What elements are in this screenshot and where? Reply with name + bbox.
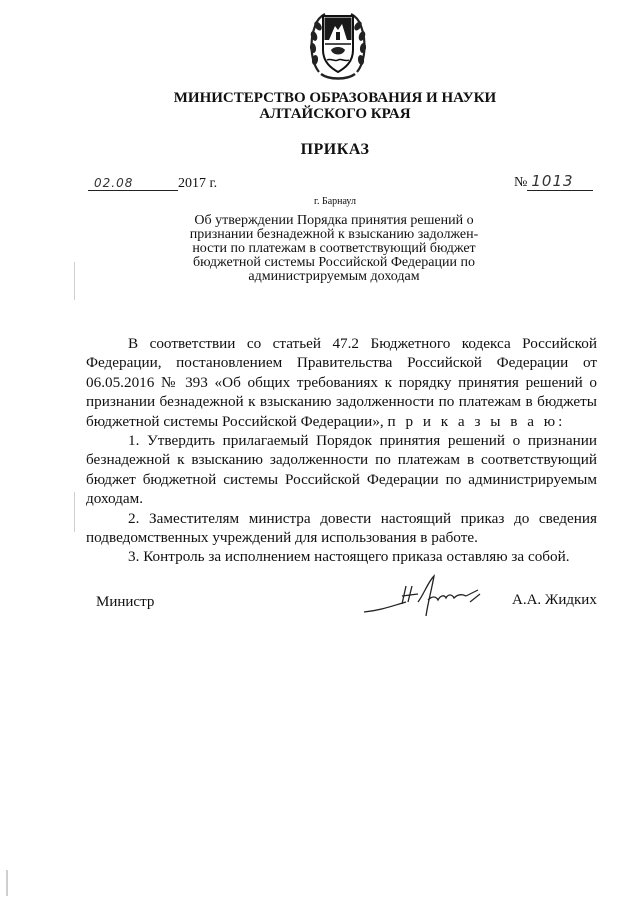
scan-margin-mark [74,492,75,532]
number-prefix: № [514,175,528,190]
date-year: 2017 г. [178,176,218,191]
order-colon: : [558,412,563,430]
order-word: п р и к а з ы в а ю [387,412,559,430]
preamble-text: В соответствии со статьей 47.2 Бюджетного кодекса Российской Федерации, постановлением Правительства Российской Федерации от 06.05.2016 № 393 «Об общих требованиях к порядку принятия решений о признании безнадежной к взысканию задолженности по платежам в бюджеты бюджетной системы Российской Федерации», [86,335,597,430]
order-body [86,334,597,567]
handwritten-number: 1013 [527,172,593,191]
order-item-1: 1. Утвердить прилагаемый Порядок принятия решений о признании безнадежной к взысканию задолженности по платежам в соответствующий бюджет бюджетной системы Российской Федерации по администрируемым доходам. [86,432,597,508]
preamble-paragraph [86,334,597,431]
city-name: г. Барнаул [314,196,356,207]
subject-line: ности по платежам в соответствующий бюджет [192,241,476,256]
subject-line: бюджетной системы Российской Федерации по [193,255,475,270]
order-number [514,172,593,191]
scan-margin-mark [6,870,8,896]
signer-name: А.А. Жидких [512,592,597,608]
scan-margin-mark [74,262,75,300]
order-date [88,176,217,192]
signer-title: Министр [96,594,155,610]
subject-line: признании безнадежной к взысканию задолжен- [189,227,479,242]
order-item-2: 2. Заместителям министра довести настоящий приказ до сведения подведомственных учреждений для использования в работе. [86,509,597,547]
order-item-3: 3. Контроль за исполнением настоящего приказа оставляю за собой. [128,548,570,566]
subject-line: Об утверждении Порядка принятия решений о [194,213,474,228]
handwritten-signature [362,572,502,628]
signature-block [0,592,640,632]
subject-line: администрируемым доходам [248,269,420,284]
coat-of-arms-emblem [309,6,367,82]
document-type-title: ПРИКАЗ [300,141,370,158]
ministry-name-line2: АЛТАЙСКОГО КРАЯ [259,106,411,122]
order-subject [178,214,490,284]
handwritten-date: 02.08 [88,176,178,191]
ministry-name-line1: МИНИСТЕРСТВО ОБРАЗОВАНИЯ И НАУКИ [173,90,497,106]
